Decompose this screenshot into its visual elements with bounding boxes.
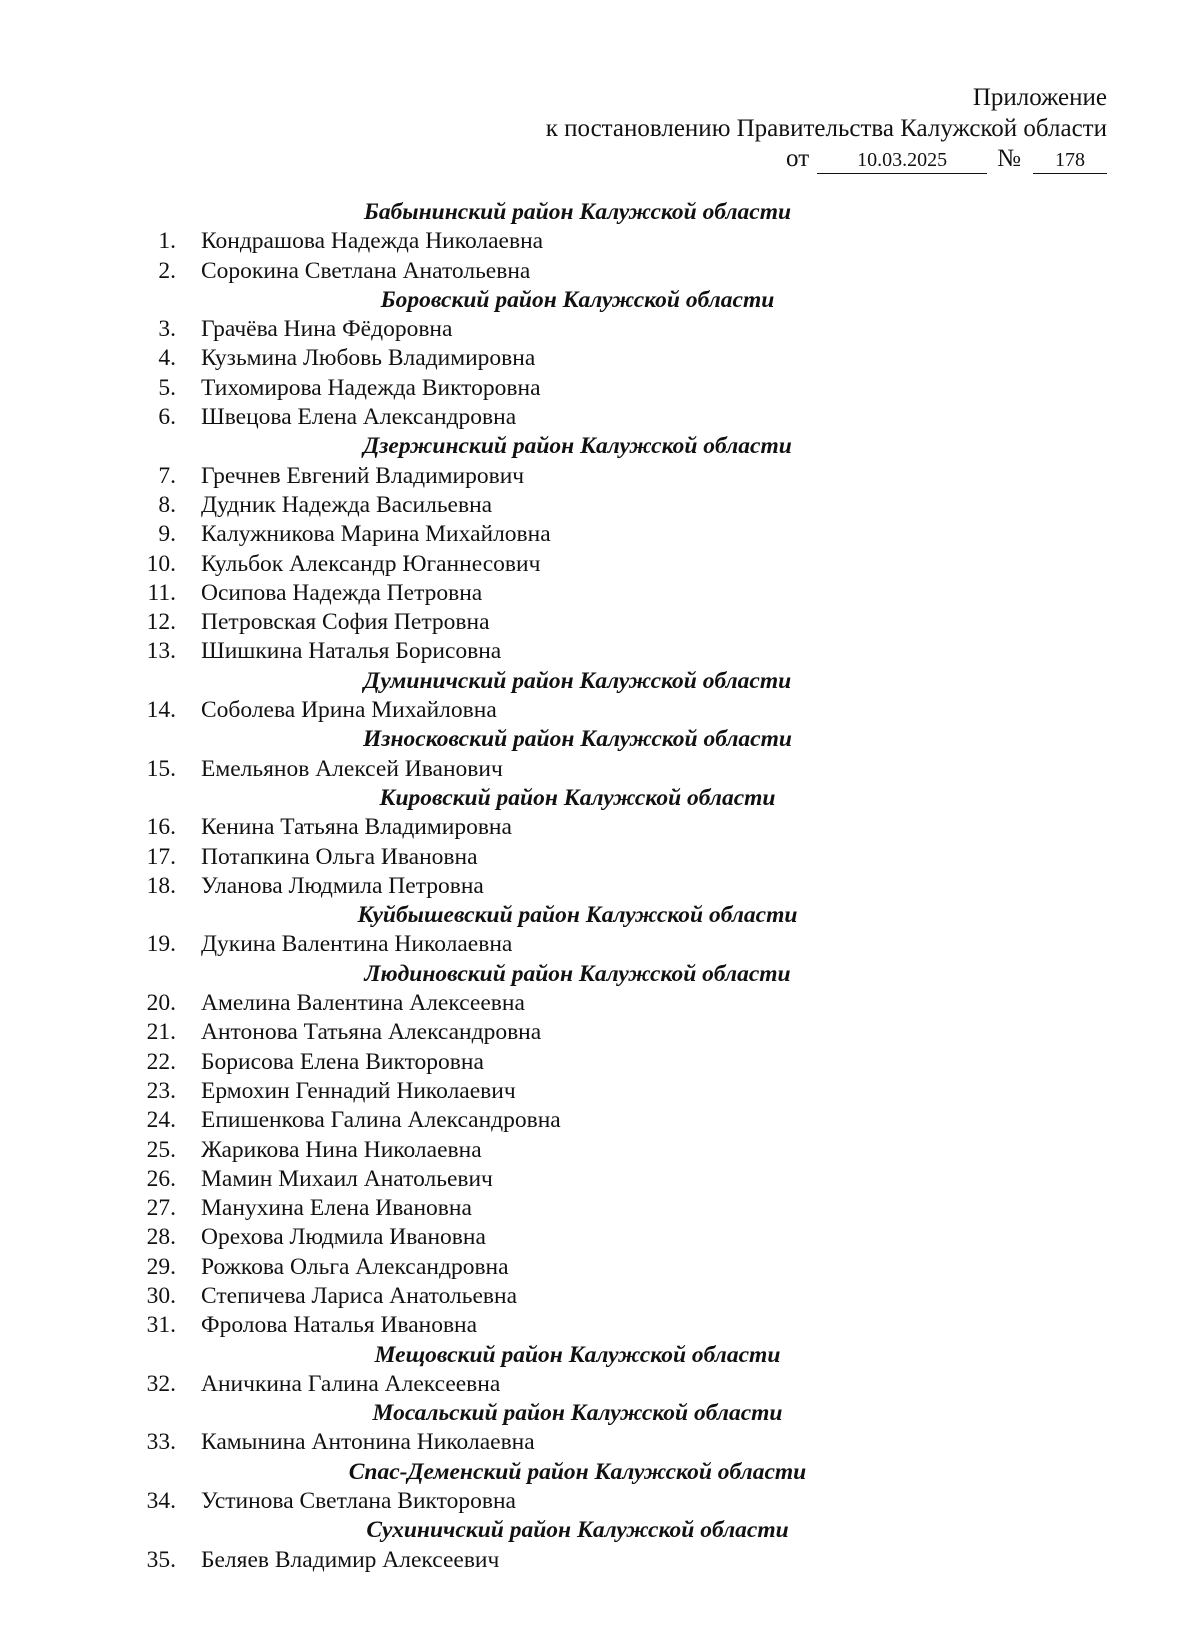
list-item xyxy=(0,1077,1200,1106)
person-name: Гречнев Евгений Владимирович xyxy=(201,462,525,489)
list-item xyxy=(0,1311,1200,1340)
list-item xyxy=(0,1487,1200,1516)
person-name: Дукина Валентина Николаевна xyxy=(201,931,513,958)
list-item xyxy=(0,579,1200,608)
person-name: Рожкова Ольга Александровна xyxy=(201,1253,509,1280)
item-number: 33. xyxy=(146,1429,176,1456)
item-number: 9. xyxy=(158,521,176,548)
person-name: Шишкина Наталья Борисовна xyxy=(201,638,502,665)
list-item xyxy=(0,491,1200,520)
person-name: Швецова Елена Александровна xyxy=(201,404,517,431)
district-heading: Спас-Деменский район Калужской области xyxy=(348,1458,807,1485)
item-number: 32. xyxy=(146,1370,176,1397)
person-name: Устинова Светлана Викторовна xyxy=(201,1488,516,1515)
district-heading: Износковский район Калужской области xyxy=(363,726,792,753)
item-number: 15. xyxy=(146,755,176,782)
person-name: Соболева Ирина Михайловна xyxy=(201,697,497,724)
person-name: Кульбок Александр Юганнесович xyxy=(201,550,541,577)
item-number: 1. xyxy=(158,228,176,255)
item-number: 3. xyxy=(158,316,176,343)
person-name: Кузьмина Любовь Владимировна xyxy=(201,345,536,372)
item-number: 24. xyxy=(146,1107,176,1134)
person-name: Осипова Надежда Петровна xyxy=(201,579,483,606)
item-number: 34. xyxy=(146,1488,176,1515)
person-name: Мамин Михаил Анатольевич xyxy=(201,1165,493,1192)
item-number: 7. xyxy=(158,462,176,489)
decree-number: 178 xyxy=(1033,147,1107,174)
district-heading: Бабынинский район Калужской области xyxy=(363,199,792,225)
from-label: от xyxy=(786,145,810,172)
item-number: 4. xyxy=(158,345,176,372)
list-item xyxy=(0,1136,1200,1165)
person-name: Аничкина Галина Алексеевна xyxy=(201,1370,501,1397)
item-number: 35. xyxy=(146,1546,176,1573)
district-heading: Сухиничский район Калужской области xyxy=(366,1517,789,1544)
list-item xyxy=(0,637,1200,666)
person-name: Потапкина Ольга Ивановна xyxy=(201,843,478,870)
list-item xyxy=(0,1018,1200,1047)
item-number: 20. xyxy=(146,990,176,1017)
list-item xyxy=(0,462,1200,491)
person-name: Беляев Владимир Алексеевич xyxy=(201,1546,500,1573)
person-name: Ермохин Геннадий Николаевич xyxy=(201,1077,516,1104)
list-item xyxy=(0,550,1200,579)
list-item xyxy=(0,608,1200,637)
district-heading: Думиничский район Калужской области xyxy=(363,667,792,694)
list-item xyxy=(0,227,1200,256)
item-number: 14. xyxy=(146,697,176,724)
district-heading: Дзержинский район Калужской области xyxy=(363,433,792,460)
item-number: 30. xyxy=(146,1282,176,1309)
item-number: 31. xyxy=(146,1312,176,1339)
list-item xyxy=(0,1546,1200,1575)
item-number: 29. xyxy=(146,1253,176,1280)
person-name: Орехова Людмила Ивановна xyxy=(201,1224,486,1251)
person-list xyxy=(0,198,1200,1575)
item-number: 6. xyxy=(158,404,176,431)
district-heading: Людиновский район Калужской области xyxy=(364,960,791,987)
number-label: № xyxy=(997,145,1021,172)
appendix-header xyxy=(546,82,1107,174)
item-number: 12. xyxy=(146,609,176,636)
person-name: Амелина Валентина Алексеевна xyxy=(201,990,525,1017)
item-number: 23. xyxy=(146,1077,176,1104)
person-name: Кондрашова Надежда Николаевна xyxy=(201,228,544,255)
person-name: Епишенкова Галина Александровна xyxy=(201,1107,561,1134)
list-item xyxy=(0,696,1200,725)
person-name: Жарикова Нина Николаевна xyxy=(201,1136,482,1163)
person-name: Емельянов Алексей Иванович xyxy=(201,755,503,782)
item-number: 18. xyxy=(146,872,176,899)
district-heading: Боровский район Калужской области xyxy=(380,286,775,313)
person-name: Калужникова Марина Михайловна xyxy=(201,521,551,548)
date-number-line xyxy=(546,143,1107,174)
item-number: 17. xyxy=(146,843,176,870)
person-name: Манухина Елена Ивановна xyxy=(201,1195,472,1222)
list-item xyxy=(0,403,1200,432)
person-name: Степичева Лариса Анатольевна xyxy=(201,1282,518,1309)
person-name: Уланова Людмила Петровна xyxy=(201,872,484,899)
list-item xyxy=(0,1370,1200,1399)
person-name: Петровская София Петровна xyxy=(201,609,490,636)
list-item xyxy=(0,520,1200,549)
item-number: 21. xyxy=(146,1019,176,1046)
item-number: 2. xyxy=(158,257,176,284)
district-heading: Мещовский район Калужской области xyxy=(374,1341,781,1368)
person-name: Камынина Антонина Николаевна xyxy=(201,1429,535,1456)
list-item xyxy=(0,344,1200,373)
item-number: 5. xyxy=(158,374,176,401)
list-item xyxy=(0,813,1200,842)
item-number: 10. xyxy=(146,550,176,577)
person-name: Дудник Надежда Васильевна xyxy=(201,491,493,518)
list-item xyxy=(0,1223,1200,1252)
district-heading: Куйбышевский район Калужской области xyxy=(357,902,798,929)
list-item xyxy=(0,1282,1200,1311)
list-item xyxy=(0,1106,1200,1135)
appendix-subtitle: к постановлению Правительства Калужской области xyxy=(545,115,1107,142)
person-name: Фролова Наталья Ивановна xyxy=(201,1312,478,1339)
item-number: 22. xyxy=(146,1048,176,1075)
list-item xyxy=(0,930,1200,959)
item-number: 19. xyxy=(146,931,176,958)
person-name: Антонова Татьяна Александровна xyxy=(201,1019,542,1046)
list-item xyxy=(0,1048,1200,1077)
appendix-title: Приложение xyxy=(972,84,1107,111)
person-name: Борисова Елена Викторовна xyxy=(201,1048,484,1075)
list-item xyxy=(0,989,1200,1018)
list-item xyxy=(0,257,1200,286)
list-item xyxy=(0,872,1200,901)
item-number: 26. xyxy=(146,1165,176,1192)
list-item xyxy=(0,315,1200,344)
person-name: Грачёва Нина Фёдоровна xyxy=(201,316,453,343)
item-number: 16. xyxy=(146,814,176,841)
decree-date: 10.03.2025 xyxy=(817,147,987,174)
item-number: 28. xyxy=(146,1224,176,1251)
list-item xyxy=(0,374,1200,403)
person-name: Сорокина Светлана Анатольевна xyxy=(201,257,531,284)
item-number: 8. xyxy=(158,491,176,518)
item-number: 13. xyxy=(146,638,176,665)
person-name: Кенина Татьяна Владимировна xyxy=(201,814,512,841)
list-item xyxy=(0,843,1200,872)
item-number: 25. xyxy=(146,1136,176,1163)
list-item xyxy=(0,1165,1200,1194)
district-heading: Кировский район Калужской области xyxy=(379,784,776,811)
list-item xyxy=(0,1194,1200,1223)
district-heading: Мосальский район Калужской области xyxy=(372,1400,783,1427)
item-number: 27. xyxy=(146,1195,176,1222)
list-item xyxy=(0,1253,1200,1282)
person-name: Тихомирова Надежда Викторовна xyxy=(201,374,541,401)
list-item xyxy=(0,755,1200,784)
item-number: 11. xyxy=(147,579,176,606)
list-item xyxy=(0,1428,1200,1457)
